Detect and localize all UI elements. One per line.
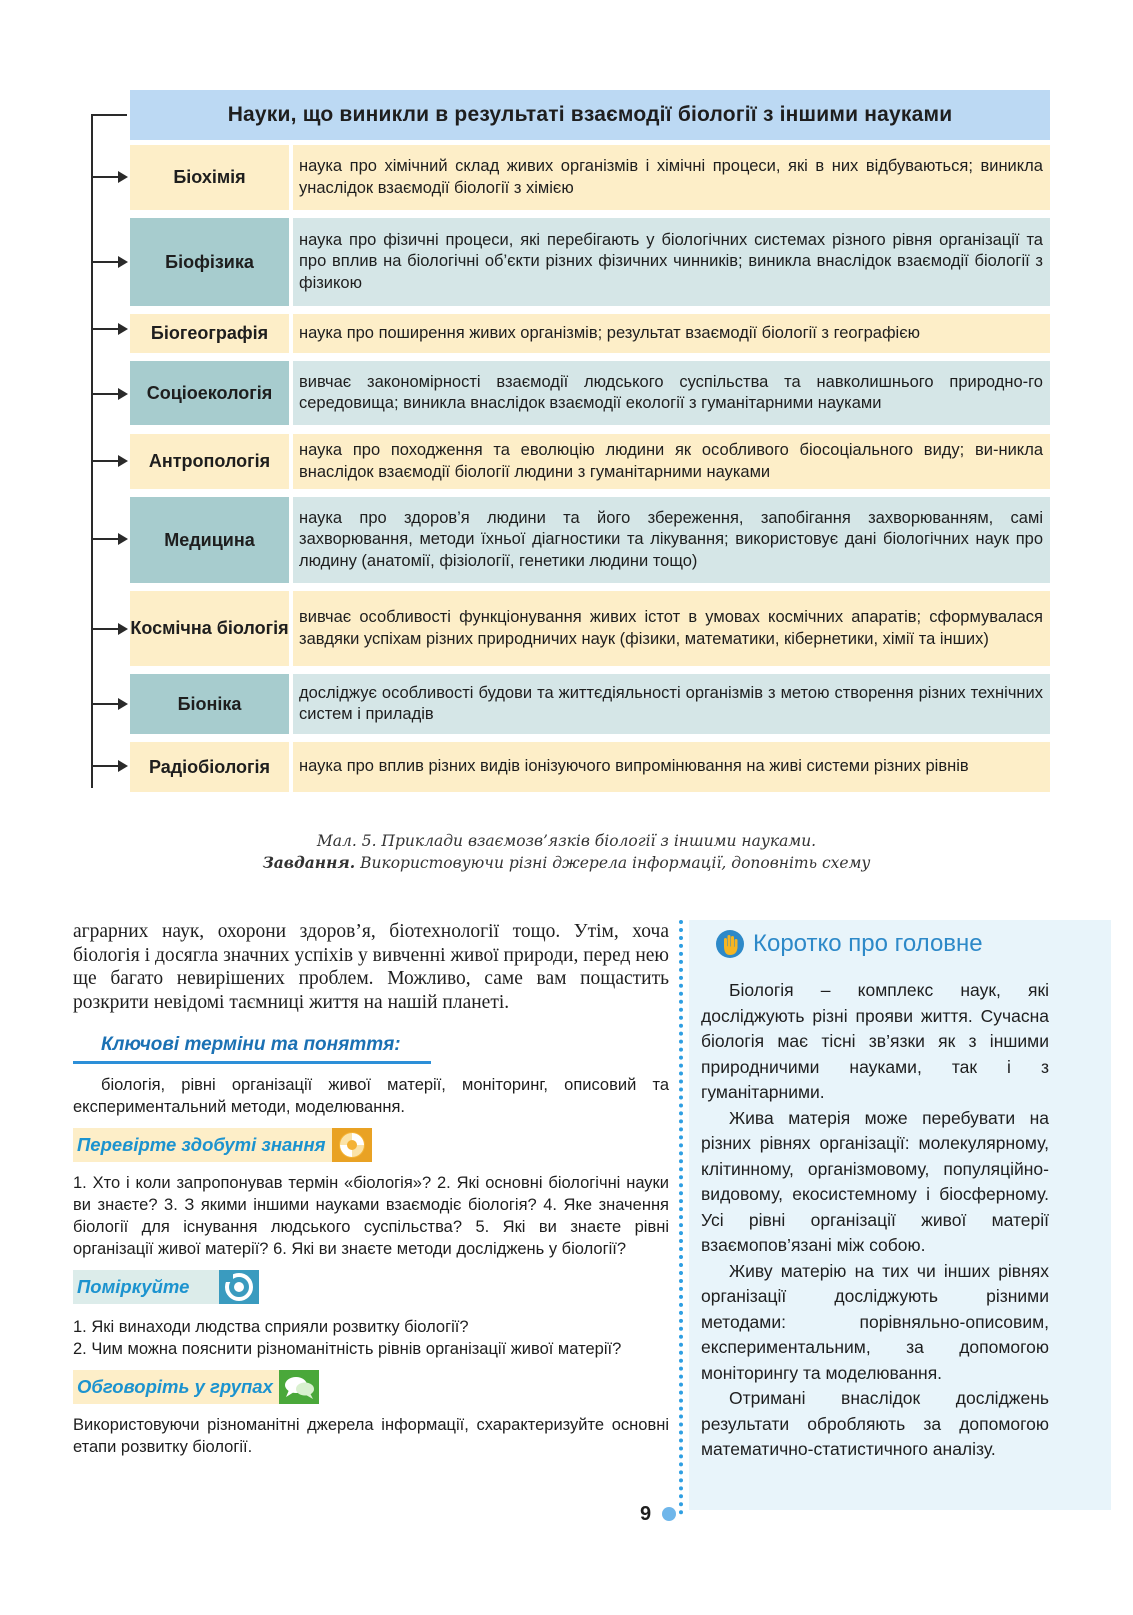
think-questions xyxy=(73,1316,669,1360)
row-name: Радіобіологія xyxy=(130,742,289,792)
row-name: Медицина xyxy=(130,497,289,583)
summary-title: Коротко про головне xyxy=(753,930,983,957)
row-name: Соціоекологія xyxy=(130,361,289,425)
row-desc: вивчає особливості функціонування живих істот в умовах космічних апаратів; сформувалася завдяки успіхам різних природничих наук (фізики, математики, кібернетики, хімії та інших) xyxy=(293,591,1050,666)
row-desc: наука про фізичні процеси, які перебігають у біологічних системах різного рівня організації та про вплив на біологічні об’єкти різних фізичних чинників; виникла внаслідок взаємодії біології з фізикою xyxy=(293,218,1050,306)
arrow-biophysics xyxy=(92,261,126,263)
row-desc: наука про вплив різних видів іонізуючого випромінювання на живі системи різних рівнів xyxy=(293,742,1050,792)
row-desc: наука про поширення живих організмів; результат взаємодії біології з географією xyxy=(293,314,1050,353)
intro-paragraph: аграрних наук, охорони здоров’я, біотехнології тощо. Утім, хоча біологія і досягла значних успіхів у вивченні живої природи, перед нею ще багато невирішених проблем. Можливо, саме вам пощастить розкрити невідомі таємниці життя на нашій планеті. xyxy=(73,921,669,1013)
speech-bubbles-icon xyxy=(279,1370,319,1404)
arrow-biochemistry xyxy=(92,176,126,178)
summary-header xyxy=(715,928,983,960)
think-question-2: 2. Чим можна пояснити різноманітність рівнів організації живої матерії? xyxy=(73,1340,622,1358)
hand-icon xyxy=(715,928,745,960)
check-knowledge-bar xyxy=(73,1128,669,1162)
arrow-biogeography xyxy=(92,328,126,330)
page-number: 9 xyxy=(640,1503,652,1525)
arrow-anthropology xyxy=(92,460,126,462)
caption-line: Мал. 5. Приклади взаємозв’язків біології з іншими науками. xyxy=(316,832,817,850)
figure-caption xyxy=(0,830,1133,874)
think-icon xyxy=(219,1270,259,1304)
key-terms-text: біологія, рівні організації живої матерії, моніторинг, описовий та експериментальний методи, моделювання. xyxy=(73,1076,669,1116)
row-name: Біоніка xyxy=(130,674,289,734)
row-space-biology xyxy=(130,591,1050,666)
row-name: Антропологія xyxy=(130,434,289,489)
arrow-socioecology xyxy=(92,393,126,395)
row-biogeography xyxy=(130,314,1050,353)
caption-task xyxy=(0,852,1133,874)
discuss-heading: Обговоріть у групах xyxy=(73,1370,279,1404)
key-terms-underline xyxy=(73,1061,431,1064)
arrow-space-biology xyxy=(92,628,126,630)
summary-paragraph-1: Біологія – комплекс наук, які досліджують різні прояви життя. Сучасна біологія має тісні зв’язки як з іншими природничими науками, так і з гуманітарними. xyxy=(701,980,1049,1102)
think-heading: Поміркуйте xyxy=(73,1270,219,1304)
caption-task-label: Завдання. xyxy=(262,853,356,872)
swirl-icon xyxy=(332,1128,372,1162)
bracket-line xyxy=(91,114,93,788)
left-column xyxy=(73,920,669,1458)
column-separator xyxy=(679,920,683,1515)
row-name: Біогеографія xyxy=(130,314,289,353)
row-anthropology xyxy=(130,434,1050,489)
think-bar xyxy=(73,1270,669,1304)
key-terms-heading xyxy=(73,1034,669,1058)
row-biophysics xyxy=(130,218,1050,306)
row-biochemistry xyxy=(130,145,1050,210)
row-desc: досліджує особливості будови та життєдіяльності організмів з метою створення різних технічних систем і приладів xyxy=(293,674,1050,734)
row-desc: вивчає закономірності взаємодії людського суспільства та навколишнього природно-го середовища; виникла внаслідок взаємодії екології з гуманітарними науками xyxy=(293,361,1050,425)
summary-paragraph-3: Живу матерію на тих чи інших рівнях організації досліджують різними методами: порівняльно-описовим, експериментальним, за допомогою моніторингу та моделювання. xyxy=(701,1260,1049,1383)
discuss-bar xyxy=(73,1370,669,1404)
arrow-radiobiology xyxy=(92,765,126,767)
row-socioecology xyxy=(130,361,1050,425)
arrow-bionics xyxy=(92,703,126,705)
discuss-text: Використовуючи різноманітні джерела інформації, схарактеризуйте основні етапи розвитку біології. xyxy=(73,1416,669,1456)
row-name: Біофізика xyxy=(130,218,289,306)
arrow-medicine xyxy=(92,538,126,540)
row-desc: наука про хімічний склад живих організмів і хімічні процеси, які в них відбуваються; виникла унаслідок взаємодії біології з хімією xyxy=(293,145,1050,210)
row-desc: наука про походження та еволюцію людини як особливого біосоціального виду; ви-никла внаслідок взаємодії біології людини з гуманітарними науками xyxy=(293,434,1050,489)
row-bionics xyxy=(130,674,1050,734)
summary-paragraph-4: Отримані внаслідок досліджень результати обробляють за допомогою математично-статистичного аналізу. xyxy=(701,1388,1049,1459)
bracket-top-line xyxy=(91,114,127,116)
row-radiobiology xyxy=(130,742,1050,792)
page-dot xyxy=(662,1507,676,1521)
row-name: Біохімія xyxy=(130,145,289,210)
think-question-1: 1. Які винаходи людства сприяли розвитку біології? xyxy=(73,1318,469,1336)
row-medicine xyxy=(130,497,1050,583)
caption-task-text: Використовуючи різні джерела інформації, доповніть схему xyxy=(355,854,871,872)
check-knowledge-questions: 1. Хто і коли запропонував термін «біологія»? 2. Які основні біологічні науки ви знаєте? 3. З якими іншими науками взаємодіє біологія? 4. Яке значення біології для існування людського суспільства? 5. Які ви знаєте рівні організації живої матерії? 6. Які ви знаєте методи досліджень у біології? xyxy=(73,1174,669,1258)
check-knowledge-heading: Перевірте здобуті знання xyxy=(73,1128,332,1162)
row-desc: наука про здоров’я людини та його збереження, запобігання захворюванням, самі захворювання, методи їхньої діагностики та лікування; використовує дані біологічних наук про людину (анатомії, фізіології, генетики людини тощо) xyxy=(293,497,1050,583)
row-name: Космічна біологія xyxy=(130,591,289,666)
key-terms-title: Ключові терміни та поняття: xyxy=(101,1034,401,1055)
diagram-title: Науки, що виникли в результаті взаємодії біології з іншими науками xyxy=(130,90,1050,140)
summary-paragraph-2: Жива матерія може перебувати на різних рівнях організації: молекулярному, клітинному, організмовому, популяційно-видовому, екосистемному і біосферному. Усі рівні організації живої матерії взаємопов’язані між собою. xyxy=(701,1107,1049,1255)
summary-box xyxy=(689,920,1111,1510)
summary-body xyxy=(701,978,1049,1463)
